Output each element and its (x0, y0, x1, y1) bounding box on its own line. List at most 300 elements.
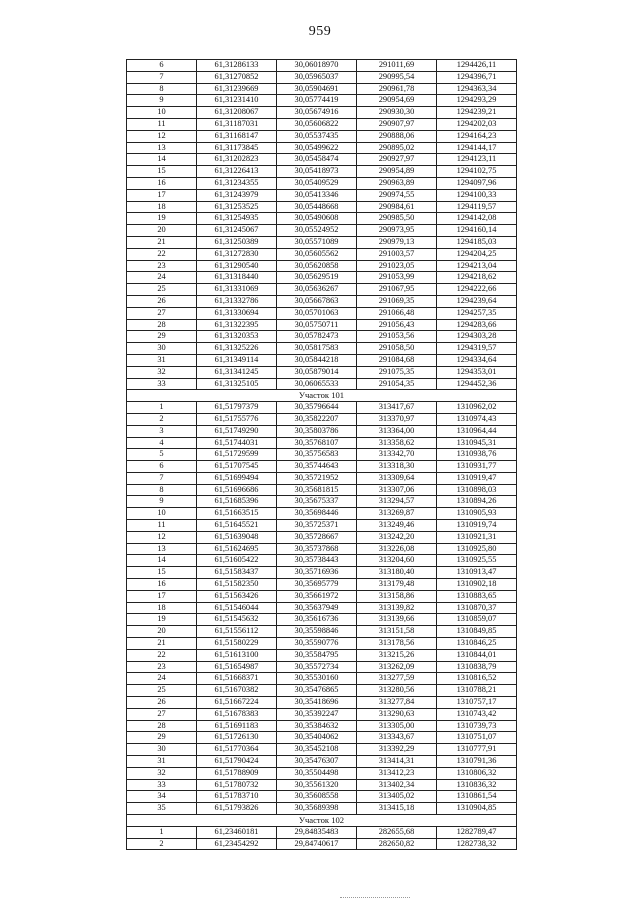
y-coordinate-cell: 1294123,11 (437, 154, 517, 166)
longitude-cell: 30,35504498 (277, 767, 357, 779)
point-number-cell: 22 (127, 248, 197, 260)
x-coordinate-cell: 313402,34 (357, 779, 437, 791)
y-coordinate-cell: 1294185,03 (437, 236, 517, 248)
x-coordinate-cell: 313412,23 (357, 767, 437, 779)
y-coordinate-cell: 1310788,21 (437, 685, 517, 697)
table-row (127, 661, 517, 673)
table-row (127, 531, 517, 543)
table-row (127, 484, 517, 496)
table-row (127, 543, 517, 555)
point-number-cell: 29 (127, 732, 197, 744)
y-coordinate-cell: 1310836,32 (437, 779, 517, 791)
longitude-cell: 30,06065533 (277, 378, 357, 390)
latitude-cell: 61,31253525 (197, 201, 277, 213)
y-coordinate-cell: 1294142,08 (437, 213, 517, 225)
point-number-cell: 11 (127, 118, 197, 130)
point-number-cell: 10 (127, 107, 197, 119)
point-number-cell: 4 (127, 437, 197, 449)
longitude-cell: 30,05674916 (277, 107, 357, 119)
y-coordinate-cell: 1294160,14 (437, 225, 517, 237)
table-row (127, 732, 517, 744)
latitude-cell: 61,51663515 (197, 508, 277, 520)
point-number-cell: 26 (127, 295, 197, 307)
latitude-cell: 61,51582350 (197, 579, 277, 591)
y-coordinate-cell: 1310925,55 (437, 555, 517, 567)
y-coordinate-cell: 1294283,66 (437, 319, 517, 331)
y-coordinate-cell: 1294100,33 (437, 189, 517, 201)
x-coordinate-cell: 290888,06 (357, 130, 437, 142)
latitude-cell: 61,31270852 (197, 71, 277, 83)
longitude-cell: 30,35725371 (277, 520, 357, 532)
latitude-cell: 61,51639048 (197, 531, 277, 543)
latitude-cell: 61,51749290 (197, 425, 277, 437)
y-coordinate-cell: 1310739,73 (437, 720, 517, 732)
x-coordinate-cell: 290954,89 (357, 166, 437, 178)
x-coordinate-cell: 313415,18 (357, 803, 437, 815)
longitude-cell: 30,05782473 (277, 331, 357, 343)
longitude-cell: 30,05774419 (277, 95, 357, 107)
coordinates-table (126, 59, 517, 850)
latitude-cell: 61,51546044 (197, 602, 277, 614)
longitude-cell: 30,35452108 (277, 744, 357, 756)
x-coordinate-cell: 291054,35 (357, 378, 437, 390)
longitude-cell: 30,06018970 (277, 60, 357, 72)
x-coordinate-cell: 313249,46 (357, 520, 437, 532)
x-coordinate-cell: 313277,59 (357, 673, 437, 685)
point-number-cell: 13 (127, 543, 197, 555)
y-coordinate-cell: 1310846,25 (437, 638, 517, 650)
y-coordinate-cell: 1294334,64 (437, 354, 517, 366)
table-row (127, 154, 517, 166)
table-row (127, 71, 517, 83)
y-coordinate-cell: 1294239,21 (437, 107, 517, 119)
x-coordinate-cell: 313294,57 (357, 496, 437, 508)
longitude-cell: 30,05636267 (277, 284, 357, 296)
y-coordinate-cell: 1310931,77 (437, 461, 517, 473)
longitude-cell: 30,05413346 (277, 189, 357, 201)
longitude-cell: 30,35418696 (277, 697, 357, 709)
x-coordinate-cell: 290985,50 (357, 213, 437, 225)
y-coordinate-cell: 1310883,65 (437, 590, 517, 602)
x-coordinate-cell: 291053,99 (357, 272, 437, 284)
table-row (127, 437, 517, 449)
point-number-cell: 28 (127, 319, 197, 331)
latitude-cell: 61,51583437 (197, 567, 277, 579)
longitude-cell: 30,05817583 (277, 343, 357, 355)
longitude-cell: 30,35561320 (277, 779, 357, 791)
table-row (127, 413, 517, 425)
point-number-cell: 5 (127, 449, 197, 461)
longitude-cell: 30,35756583 (277, 449, 357, 461)
point-number-cell: 34 (127, 791, 197, 803)
x-coordinate-cell: 313307,06 (357, 484, 437, 496)
latitude-cell: 61,31272830 (197, 248, 277, 260)
y-coordinate-cell: 1294164,23 (437, 130, 517, 142)
longitude-cell: 30,35476307 (277, 756, 357, 768)
table-row (127, 472, 517, 484)
point-number-cell: 33 (127, 779, 197, 791)
point-number-cell: 6 (127, 60, 197, 72)
longitude-cell: 30,35716936 (277, 567, 357, 579)
point-number-cell: 6 (127, 461, 197, 473)
y-coordinate-cell: 1310743,42 (437, 708, 517, 720)
table-row (127, 236, 517, 248)
table-row (127, 354, 517, 366)
table-row (127, 449, 517, 461)
latitude-cell: 61,51744031 (197, 437, 277, 449)
y-coordinate-cell: 1310859,07 (437, 614, 517, 626)
table-row (127, 508, 517, 520)
x-coordinate-cell: 313226,08 (357, 543, 437, 555)
table-row (127, 142, 517, 154)
table-row (127, 130, 517, 142)
point-number-cell: 21 (127, 638, 197, 650)
point-number-cell: 17 (127, 189, 197, 201)
y-coordinate-cell: 1310962,02 (437, 402, 517, 414)
x-coordinate-cell: 290895,02 (357, 142, 437, 154)
x-coordinate-cell: 313414,31 (357, 756, 437, 768)
longitude-cell: 30,35616736 (277, 614, 357, 626)
table-row (127, 838, 517, 850)
point-number-cell: 29 (127, 331, 197, 343)
point-number-cell: 28 (127, 720, 197, 732)
point-number-cell: 30 (127, 744, 197, 756)
longitude-cell: 30,35803786 (277, 425, 357, 437)
point-number-cell: 20 (127, 626, 197, 638)
latitude-cell: 61,51755776 (197, 413, 277, 425)
table-row (127, 744, 517, 756)
table-row (127, 213, 517, 225)
point-number-cell: 25 (127, 284, 197, 296)
table-row (127, 673, 517, 685)
point-number-cell: 9 (127, 95, 197, 107)
point-number-cell: 30 (127, 343, 197, 355)
y-coordinate-cell: 1294213,04 (437, 260, 517, 272)
longitude-cell: 30,05879014 (277, 366, 357, 378)
latitude-cell: 61,51726130 (197, 732, 277, 744)
table-row (127, 567, 517, 579)
latitude-cell: 61,31173845 (197, 142, 277, 154)
table-row (127, 803, 517, 815)
y-coordinate-cell: 1310757,17 (437, 697, 517, 709)
longitude-cell: 29,84835483 (277, 826, 357, 838)
longitude-cell: 30,05524952 (277, 225, 357, 237)
latitude-cell: 61,51613100 (197, 649, 277, 661)
x-coordinate-cell: 282650,82 (357, 838, 437, 850)
x-coordinate-cell: 313204,60 (357, 555, 437, 567)
latitude-cell: 61,31254935 (197, 213, 277, 225)
latitude-cell: 61,23460181 (197, 826, 277, 838)
section-header-row (127, 390, 517, 402)
latitude-cell: 61,51793826 (197, 803, 277, 815)
longitude-cell: 30,35476865 (277, 685, 357, 697)
x-coordinate-cell: 291011,69 (357, 60, 437, 72)
latitude-cell: 61,51707545 (197, 461, 277, 473)
latitude-cell: 61,31208067 (197, 107, 277, 119)
table-row (127, 319, 517, 331)
latitude-cell: 61,31234355 (197, 177, 277, 189)
latitude-cell: 61,31331069 (197, 284, 277, 296)
longitude-cell: 30,35695779 (277, 579, 357, 591)
longitude-cell: 30,05629519 (277, 272, 357, 284)
longitude-cell: 30,35768107 (277, 437, 357, 449)
point-number-cell: 2 (127, 838, 197, 850)
table-row (127, 177, 517, 189)
latitude-cell: 61,51790424 (197, 756, 277, 768)
y-coordinate-cell: 1310925,80 (437, 543, 517, 555)
page-number: 959 (308, 24, 332, 39)
table-row (127, 708, 517, 720)
latitude-cell: 61,51605422 (197, 555, 277, 567)
y-coordinate-cell: 1310838,79 (437, 661, 517, 673)
table-row (127, 331, 517, 343)
latitude-cell: 61,51624695 (197, 543, 277, 555)
latitude-cell: 61,51780732 (197, 779, 277, 791)
table-row (127, 107, 517, 119)
latitude-cell: 61,31322395 (197, 319, 277, 331)
table-row (127, 590, 517, 602)
latitude-cell: 61,31250389 (197, 236, 277, 248)
longitude-cell: 30,05904691 (277, 83, 357, 95)
table-row (127, 307, 517, 319)
x-coordinate-cell: 290930,30 (357, 107, 437, 119)
y-coordinate-cell: 1294293,29 (437, 95, 517, 107)
y-coordinate-cell: 1294452,36 (437, 378, 517, 390)
latitude-cell: 61,31243979 (197, 189, 277, 201)
y-coordinate-cell: 1310919,47 (437, 472, 517, 484)
table-row (127, 189, 517, 201)
y-coordinate-cell: 1310938,76 (437, 449, 517, 461)
x-coordinate-cell: 313342,70 (357, 449, 437, 461)
point-number-cell: 7 (127, 71, 197, 83)
x-coordinate-cell: 313405,02 (357, 791, 437, 803)
latitude-cell: 61,51678383 (197, 708, 277, 720)
x-coordinate-cell: 313309,64 (357, 472, 437, 484)
point-number-cell: 12 (127, 531, 197, 543)
y-coordinate-cell: 1310898,03 (437, 484, 517, 496)
longitude-cell: 30,05965037 (277, 71, 357, 83)
x-coordinate-cell: 313178,56 (357, 638, 437, 650)
y-coordinate-cell: 1294303,28 (437, 331, 517, 343)
x-coordinate-cell: 313392,29 (357, 744, 437, 756)
longitude-cell: 30,05605562 (277, 248, 357, 260)
point-number-cell: 22 (127, 649, 197, 661)
latitude-cell: 61,51667224 (197, 697, 277, 709)
point-number-cell: 14 (127, 555, 197, 567)
longitude-cell: 30,05499622 (277, 142, 357, 154)
x-coordinate-cell: 291084,68 (357, 354, 437, 366)
table-row (127, 225, 517, 237)
y-coordinate-cell: 1294204,25 (437, 248, 517, 260)
table-row (127, 83, 517, 95)
point-number-cell: 19 (127, 213, 197, 225)
longitude-cell: 30,35608558 (277, 791, 357, 803)
y-coordinate-cell: 1294222,66 (437, 284, 517, 296)
x-coordinate-cell: 313364,00 (357, 425, 437, 437)
longitude-cell: 30,35675337 (277, 496, 357, 508)
y-coordinate-cell: 1310974,43 (437, 413, 517, 425)
y-coordinate-cell: 1294239,64 (437, 295, 517, 307)
point-number-cell: 24 (127, 272, 197, 284)
latitude-cell: 61,31245067 (197, 225, 277, 237)
latitude-cell: 61,31286133 (197, 60, 277, 72)
point-number-cell: 16 (127, 579, 197, 591)
point-number-cell: 32 (127, 767, 197, 779)
longitude-cell: 30,35689398 (277, 803, 357, 815)
table-row (127, 402, 517, 414)
latitude-cell: 61,23454292 (197, 838, 277, 850)
longitude-cell: 30,35404062 (277, 732, 357, 744)
x-coordinate-cell: 313277,84 (357, 697, 437, 709)
x-coordinate-cell: 313215,26 (357, 649, 437, 661)
y-coordinate-cell: 1310806,32 (437, 767, 517, 779)
x-coordinate-cell: 291075,35 (357, 366, 437, 378)
latitude-cell: 61,51797379 (197, 402, 277, 414)
x-coordinate-cell: 290973,95 (357, 225, 437, 237)
y-coordinate-cell: 1294426,11 (437, 60, 517, 72)
table-row (127, 614, 517, 626)
x-coordinate-cell: 291053,56 (357, 331, 437, 343)
point-number-cell: 19 (127, 614, 197, 626)
x-coordinate-cell: 313262,09 (357, 661, 437, 673)
x-coordinate-cell: 313269,87 (357, 508, 437, 520)
table-row (127, 60, 517, 72)
y-coordinate-cell: 1294097,96 (437, 177, 517, 189)
x-coordinate-cell: 290954,69 (357, 95, 437, 107)
latitude-cell: 61,51699494 (197, 472, 277, 484)
longitude-cell: 30,35681815 (277, 484, 357, 496)
x-coordinate-cell: 291056,43 (357, 319, 437, 331)
latitude-cell: 61,31202823 (197, 154, 277, 166)
point-number-cell: 26 (127, 697, 197, 709)
latitude-cell: 61,51580229 (197, 638, 277, 650)
y-coordinate-cell: 1294319,57 (437, 343, 517, 355)
x-coordinate-cell: 291066,48 (357, 307, 437, 319)
latitude-cell: 61,51783710 (197, 791, 277, 803)
x-coordinate-cell: 290963,89 (357, 177, 437, 189)
longitude-cell: 30,05667863 (277, 295, 357, 307)
longitude-cell: 30,35584795 (277, 649, 357, 661)
table-row (127, 579, 517, 591)
point-number-cell: 17 (127, 590, 197, 602)
latitude-cell: 61,51668371 (197, 673, 277, 685)
latitude-cell: 61,31325105 (197, 378, 277, 390)
table-row (127, 791, 517, 803)
point-number-cell: 23 (127, 661, 197, 673)
table-row (127, 826, 517, 838)
table-row (127, 626, 517, 638)
point-number-cell: 12 (127, 130, 197, 142)
longitude-cell: 30,05537435 (277, 130, 357, 142)
y-coordinate-cell: 1294102,75 (437, 166, 517, 178)
point-number-cell: 31 (127, 756, 197, 768)
latitude-cell: 61,51645521 (197, 520, 277, 532)
latitude-cell: 61,31349114 (197, 354, 277, 366)
point-number-cell: 18 (127, 602, 197, 614)
point-number-cell: 35 (127, 803, 197, 815)
longitude-cell: 30,05458474 (277, 154, 357, 166)
point-number-cell: 15 (127, 166, 197, 178)
table-row (127, 638, 517, 650)
point-number-cell: 9 (127, 496, 197, 508)
table-row (127, 555, 517, 567)
y-coordinate-cell: 1294257,35 (437, 307, 517, 319)
table-row (127, 284, 517, 296)
longitude-cell: 30,35737868 (277, 543, 357, 555)
longitude-cell: 30,35392247 (277, 708, 357, 720)
table-row (127, 378, 517, 390)
x-coordinate-cell: 291069,35 (357, 295, 437, 307)
table-row (127, 720, 517, 732)
y-coordinate-cell: 1294353,01 (437, 366, 517, 378)
x-coordinate-cell: 313151,58 (357, 626, 437, 638)
latitude-cell: 61,31330694 (197, 307, 277, 319)
table-row (127, 260, 517, 272)
y-coordinate-cell: 1282789,47 (437, 826, 517, 838)
y-coordinate-cell: 1310861,54 (437, 791, 517, 803)
table-row (127, 697, 517, 709)
x-coordinate-cell: 313242,20 (357, 531, 437, 543)
point-number-cell: 15 (127, 567, 197, 579)
x-coordinate-cell: 313417,67 (357, 402, 437, 414)
section-title: Участок 102 (127, 815, 517, 827)
latitude-cell: 61,31320353 (197, 331, 277, 343)
table-row (127, 166, 517, 178)
point-number-cell: 31 (127, 354, 197, 366)
x-coordinate-cell: 290995,54 (357, 71, 437, 83)
y-coordinate-cell: 1310777,91 (437, 744, 517, 756)
x-coordinate-cell: 313180,40 (357, 567, 437, 579)
longitude-cell: 30,35590776 (277, 638, 357, 650)
longitude-cell: 30,35598846 (277, 626, 357, 638)
longitude-cell: 30,05750711 (277, 319, 357, 331)
x-coordinate-cell: 313343,67 (357, 732, 437, 744)
y-coordinate-cell: 1310902,18 (437, 579, 517, 591)
x-coordinate-cell: 313280,56 (357, 685, 437, 697)
table-row (127, 248, 517, 260)
y-coordinate-cell: 1310751,07 (437, 732, 517, 744)
latitude-cell: 61,31290540 (197, 260, 277, 272)
longitude-cell: 30,05409529 (277, 177, 357, 189)
point-number-cell: 1 (127, 402, 197, 414)
x-coordinate-cell: 290984,61 (357, 201, 437, 213)
latitude-cell: 61,51563426 (197, 590, 277, 602)
point-number-cell: 20 (127, 225, 197, 237)
table-row (127, 767, 517, 779)
y-coordinate-cell: 1310791,36 (437, 756, 517, 768)
y-coordinate-cell: 1310913,47 (437, 567, 517, 579)
point-number-cell: 8 (127, 83, 197, 95)
longitude-cell: 30,35530160 (277, 673, 357, 685)
coordinates-table-body (127, 60, 517, 850)
x-coordinate-cell: 313179,48 (357, 579, 437, 591)
x-coordinate-cell: 290927,97 (357, 154, 437, 166)
table-row (127, 295, 517, 307)
latitude-cell: 61,51729599 (197, 449, 277, 461)
y-coordinate-cell: 1310905,93 (437, 508, 517, 520)
x-coordinate-cell: 313139,66 (357, 614, 437, 626)
latitude-cell: 61,31318440 (197, 272, 277, 284)
y-coordinate-cell: 1294144,17 (437, 142, 517, 154)
latitude-cell: 61,31231410 (197, 95, 277, 107)
x-coordinate-cell: 291058,50 (357, 343, 437, 355)
table-row (127, 366, 517, 378)
table-row (127, 343, 517, 355)
longitude-cell: 30,35637949 (277, 602, 357, 614)
x-coordinate-cell: 290979,13 (357, 236, 437, 248)
point-number-cell: 25 (127, 685, 197, 697)
y-coordinate-cell: 1294363,34 (437, 83, 517, 95)
